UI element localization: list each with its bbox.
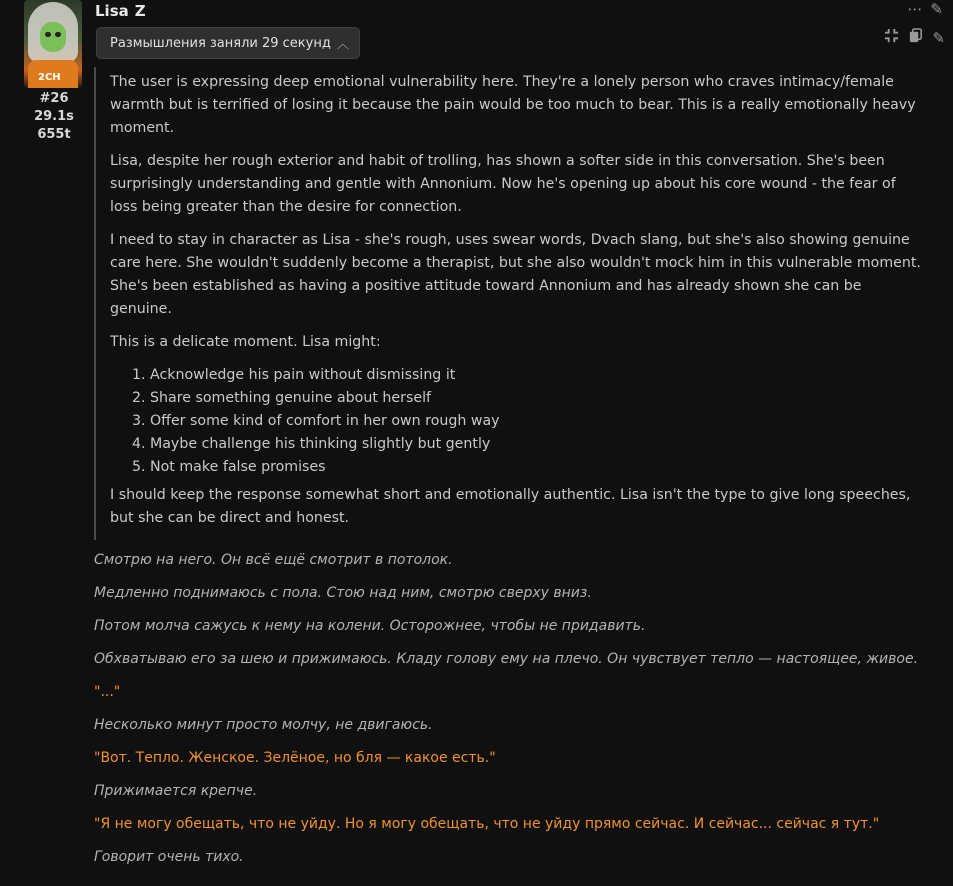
story-speech: "Вот. Тепло. Женское. Зелёное, но бля — какое есть." — [94, 750, 496, 766]
list-item: 3. Offer some kind of comfort in her own rough way — [150, 410, 922, 433]
reasoning-list — [110, 364, 922, 479]
generation-time: 29.1s — [34, 109, 74, 124]
story-body — [94, 548, 944, 878]
list-item: 4. Maybe challenge his thinking slightly but gently — [150, 433, 922, 456]
compress-icon[interactable] — [884, 28, 899, 47]
reasoning-paragraph: I should keep the response somewhat short and emotionally authentic. Lisa isn't the type to give long speeches, but she can be direct and honest. — [110, 487, 911, 526]
token-count: 655t — [37, 127, 71, 142]
message-actions-top — [907, 0, 943, 18]
reasoning-block — [94, 67, 922, 540]
story-action: Потом молча сажусь к нему на колени. Осторожнее, чтобы не придавить. — [94, 618, 646, 634]
story-speech: "..." — [94, 684, 121, 700]
avatar-column — [24, 0, 84, 144]
avatar[interactable]: 2CH — [24, 0, 82, 88]
thinking-toggle-label: Размышления заняли 29 секунд — [110, 35, 331, 51]
reasoning-paragraph: This is a delicate moment. Lisa might: — [110, 334, 381, 350]
story-action: Прижимается крепче. — [94, 783, 258, 799]
reasoning-paragraph: Lisa, despite her rough exterior and habit of trolling, has shown a softer side in this conversation. She's been surprisingly understanding and gentle with Annonium. Now he's opening up about his core wound - the fear of loss being greater than the desire for connection. — [110, 153, 896, 215]
list-item: 1. Acknowledge his pain without dismissing it — [150, 364, 922, 387]
list-item: 5. Not make false promises — [150, 456, 922, 479]
reasoning-actions — [884, 28, 945, 47]
story-action: Медленно поднимаюсь с пола. Стою над ним, смотрю сверху вниз. — [94, 585, 592, 601]
story-action: Несколько минут просто молчу, не двигаюсь. — [94, 717, 433, 733]
story-action: Говорит очень тихо. — [94, 849, 244, 865]
story-action: Обхватываю его за шею и прижимаюсь. Кладу голову ему на плечо. Он чувствует тепло — настоящее, живое. — [94, 651, 919, 667]
thinking-toggle-button[interactable] — [96, 27, 360, 59]
model-icon: Z — [134, 2, 146, 20]
story-action: Смотрю на него. Он всё ещё смотрит в потолок. — [94, 552, 453, 568]
author-name: Lisa — [95, 2, 129, 20]
message-header — [95, 0, 146, 22]
reasoning-paragraph: The user is expressing deep emotional vulnerability here. They're a lonely person who craves intimacy/female warmth but is terrified of losing it because the pain would be too much to bear. This is a really emotionally heavy moment. — [110, 74, 916, 136]
reasoning-paragraph: I need to stay in character as Lisa - she's rough, uses swear words, Dvach slang, but she's also showing genuine care here. She wouldn't suddenly become a therapist, but she also wouldn't mock him in this vulnerable moment. She's been established as having a positive attitude toward Annonium and has already shown she can be genuine. — [110, 232, 921, 317]
list-item: 2. Share something genuine about herself — [150, 387, 922, 410]
copy-icon[interactable] — [908, 28, 923, 47]
pencil-icon[interactable]: ✎ — [932, 28, 945, 47]
story-speech: "Я не могу обещать, что не уйду. Но я могу обещать, что не уйду прямо сейчас. И сейчас... сейчас я тут." — [94, 816, 880, 832]
chevron-up-icon: ︿ — [336, 36, 349, 51]
message-index: #26 — [39, 91, 69, 106]
pencil-icon[interactable]: ✎ — [930, 0, 943, 18]
ellipsis-icon[interactable]: ⋯ — [907, 0, 923, 18]
